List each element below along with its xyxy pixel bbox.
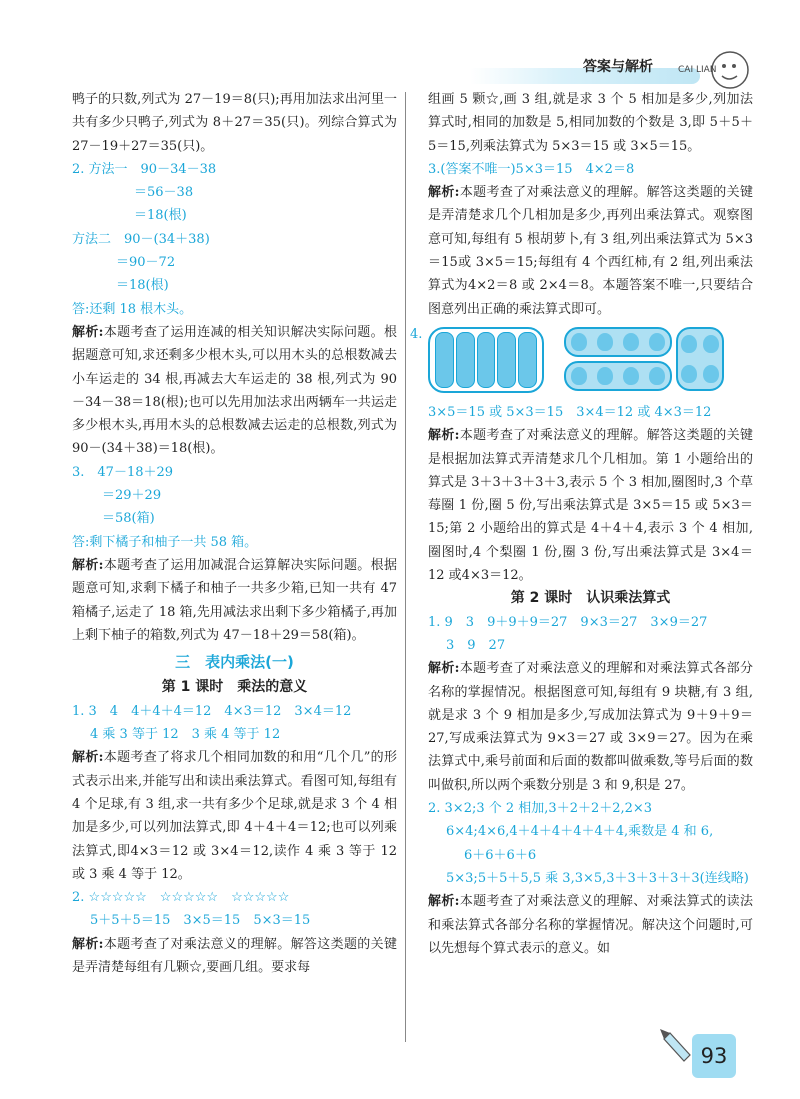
q4-number: 4.: [410, 326, 423, 342]
explanation-text: 本题考查了运用加减混合运算解决实际问题。根据题意可知,求剩下橘子和柚子一共多少箱,已知一共有 47 箱橘子,运走了 18 箱,先用减法求出剩下多少箱橘子,再加上剩下柚子的箱数,列式为 47－18＋29＝58(箱)。: [72, 557, 397, 643]
q3-expression: 3. 47－18＋29: [72, 464, 174, 480]
explanation-text: 本题考查了对乘法意义的理解、对乘法算式的读法和乘法算式各部分名称的掌握情况。解决这个问题时,可以先想每个算式表示的意义。如: [428, 894, 753, 956]
q2-answer: 答:还剩 18 根木头。: [72, 301, 193, 317]
l2-q2-explanation: [428, 890, 753, 960]
left-column: [72, 88, 397, 979]
paragraph: 鸭子的只数,列式为 27－19＝8(只);再用加法求出河里一共有多少只鸭子,列式为 8＋27＝35(只)。列综合算式为 27－19＋27＝35(只)。: [72, 92, 397, 154]
pear-icon: [703, 335, 719, 353]
paragraph: 组画 5 颗☆,画 3 组,就是求 3 个 5 相加是多少,列加法算式时,相同的加数是 5,相同加数的个数是 3,即 5＋5＋5＝15,列乘法算式为 5×3＝15 或 3×5＝15。: [428, 92, 753, 154]
explanation-label: 解析:: [428, 428, 460, 444]
lesson-title: 第 2 课时 认识乘法算式: [510, 590, 671, 607]
q4-figure: [410, 323, 753, 397]
strawberry-group: [518, 332, 537, 388]
q2-step: ＝56－38: [134, 185, 194, 201]
l2-q1-explanation: [428, 657, 753, 797]
q2-method2: 方法二 90－(34＋38): [72, 231, 210, 247]
explanation-text: 本题考查了运用连减的相关知识解决实际问题。根据题意可知,求还剩多少根木头,可以用木头的总根数减去小车运走的 34 根,再减去大车运走的 38 根,列式为 90－34－38＝18(根);也可以先用加法求出两辆车一共运走多少根木头,再用木头的总根数减去运走的总根数,列式为 90－(34＋38)＝18(根)。: [72, 324, 397, 457]
q3-answer: 3.(答案不唯一)5×3＝15 4×2＝8: [428, 161, 635, 177]
l2-q2-answer: 2. 3×2;3 个 2 相加,3＋2＋2＋2,2×3: [428, 801, 653, 817]
q3-explanation: [428, 181, 753, 321]
l2-q1-answer-line2: 3 9 27: [446, 637, 506, 653]
pear-icon: [623, 333, 639, 351]
pear-icon: [623, 367, 639, 385]
q2-explanation: [72, 321, 397, 461]
strawberry-group: [456, 332, 475, 388]
strawberry-group: [435, 332, 454, 388]
q4-explanation: [428, 424, 753, 587]
l1-q1-answer-line2: 4 乘 3 等于 12 3 乘 4 等于 12: [90, 727, 281, 743]
l2-q2-answer-line4: 5×3;5＋5＋5,5 乘 3,3×5,3＋3＋3＋3＋3(连线略): [446, 870, 749, 886]
q3-step: ＝29＋29: [102, 488, 162, 504]
strawberry-group: [497, 332, 516, 388]
pear-icon: [571, 367, 587, 385]
q3-explanation: [72, 554, 397, 647]
pear-icon: [681, 365, 697, 383]
q3-step: ＝58(箱): [102, 511, 155, 527]
l2-q1-answer: 1. 9 3 9＋9＋9＝27 9×3＝27 3×9＝27: [428, 614, 708, 630]
explanation-label: 解析:: [428, 185, 460, 201]
header-title: 答案与解析: [583, 59, 653, 75]
pear-group: [564, 361, 672, 391]
lesson-title: 第 1 课时 乘法的意义: [161, 679, 308, 696]
right-column: [410, 88, 753, 960]
explanation-text: 本题考查了对乘法意义的理解。解答这类题的关键是根据加法算式弄清楚求几个几相加。第 1 小题给出的算式是 3＋3＋3＋3＋3,表示 5 个 3 相加,圈图时,3 个草莓圈 1 份,圈 5 份,写出乘法算式是 3×5＝15 或 5×3＝15;第 2 小题给出的算式是 4＋4＋4,表示 3 个 4 相加,圈图时,4 个梨圈 1 份,圈 3 份,写出乘法算式是 3×4＝12 或4×3＝12。: [428, 428, 753, 584]
pear-icon: [571, 333, 587, 351]
pear-icon: [597, 333, 613, 351]
pear-icon: [649, 333, 665, 351]
explanation-text: 本题考查了对乘法意义的理解。解答这类题的关键是弄清楚每组有几颗☆,要画几组。要求每: [72, 936, 397, 975]
l2-q2-answer-line3: 6＋6＋6＋6: [464, 847, 537, 863]
explanation-label: 解析:: [72, 557, 104, 573]
explanation-label: 解析:: [72, 750, 104, 766]
section-title: 三 表内乘法(一): [175, 653, 294, 672]
l1-q2-explanation: [72, 933, 397, 980]
explanation-label: 解析:: [72, 936, 104, 952]
logo-text: CAI LIAN: [678, 65, 717, 75]
q2-step: ＝18(根): [134, 208, 187, 224]
explanation-label: 解析:: [72, 324, 104, 340]
pear-icon: [703, 365, 719, 383]
explanation-label: 解析:: [428, 661, 460, 677]
page-number: 93: [692, 1034, 736, 1078]
strawberry-group: [477, 332, 496, 388]
explanation-text: 本题考查了对乘法意义的理解。解答这类题的关键是弄清楚求几个几相加是多少,再列出乘法算式。观察图意可知,每组有 5 根胡萝卜,有 3 组,列出乘法算式为 5×3＝15或 3×5＝15;每组有 4 个西红柿,有 2 组,列出乘法算式为4×2＝8 或 2×4＝8。本题答案不唯一,只要结合图意列出正确的乘法算式即可。: [428, 185, 753, 317]
q2-method1: 2. 方法一 90－34－38: [72, 161, 217, 177]
explanation-text: 本题考查了对乘法意义的理解和对乘法算式各部分名称的掌握情况。根据图意可知,每组有 9 块糖,有 3 组,就是求 3 个 9 相加是多少,写成加法算式为 9＋9＋9＝27,写成乘法算式为 9×3＝27 或 3×9＝27。因为在乘法算式中,乘号前面和后面的数都叫做乘数,等号后面的数叫做积,所以两个乘数分别是 3 和 9,积是 27。: [428, 661, 753, 793]
pear-group: [676, 327, 724, 391]
explanation-label: 解析:: [428, 894, 460, 910]
l1-q1-explanation: [72, 746, 397, 886]
explanation-text: 本题考查了将求几个相同加数的和用“几个几”的形式表示出来,并能写出和读出乘法算式。看图可知,每组有 4 个足球,有 3 组,求一共有多少个足球,就是求 3 个 4 相加是多少,可以列加法算式,即 4＋4＋4＝12;也可以列乘法算式,即4×3＝12 或 3×4＝12,读作 4 乘 3 等于 12 或 3 乘 4 等于 12。: [72, 750, 397, 882]
q3-answer: 答:剩下橘子和柚子一共 58 箱。: [72, 534, 258, 550]
pear-groups: [564, 327, 724, 393]
strawberry-groups: [428, 327, 544, 393]
pear-icon: [597, 367, 613, 385]
q4-answer: 3×5＝15 或 5×3＝15 3×4＝12 或 4×3＝12: [428, 404, 712, 420]
column-divider: [405, 92, 406, 1042]
q2-step: ＝18(根): [116, 278, 169, 294]
l1-q2-stars: 2. ☆☆☆☆☆ ☆☆☆☆☆ ☆☆☆☆☆: [72, 890, 290, 906]
q2-step: ＝90－72: [116, 255, 176, 271]
pear-icon: [681, 335, 697, 353]
pear-icon: [649, 367, 665, 385]
l2-q2-answer-line2: 6×4;4×6,4＋4＋4＋4＋4＋4,乘数是 4 和 6,: [446, 824, 714, 840]
l1-q2-answer: 5＋5＋5＝15 3×5＝15 5×3＝15: [90, 913, 311, 929]
l1-q1-answer: 1. 3 4 4＋4＋4＝12 4×3＝12 3×4＝12: [72, 703, 352, 719]
page-header: [0, 0, 800, 95]
pear-group: [564, 327, 672, 357]
